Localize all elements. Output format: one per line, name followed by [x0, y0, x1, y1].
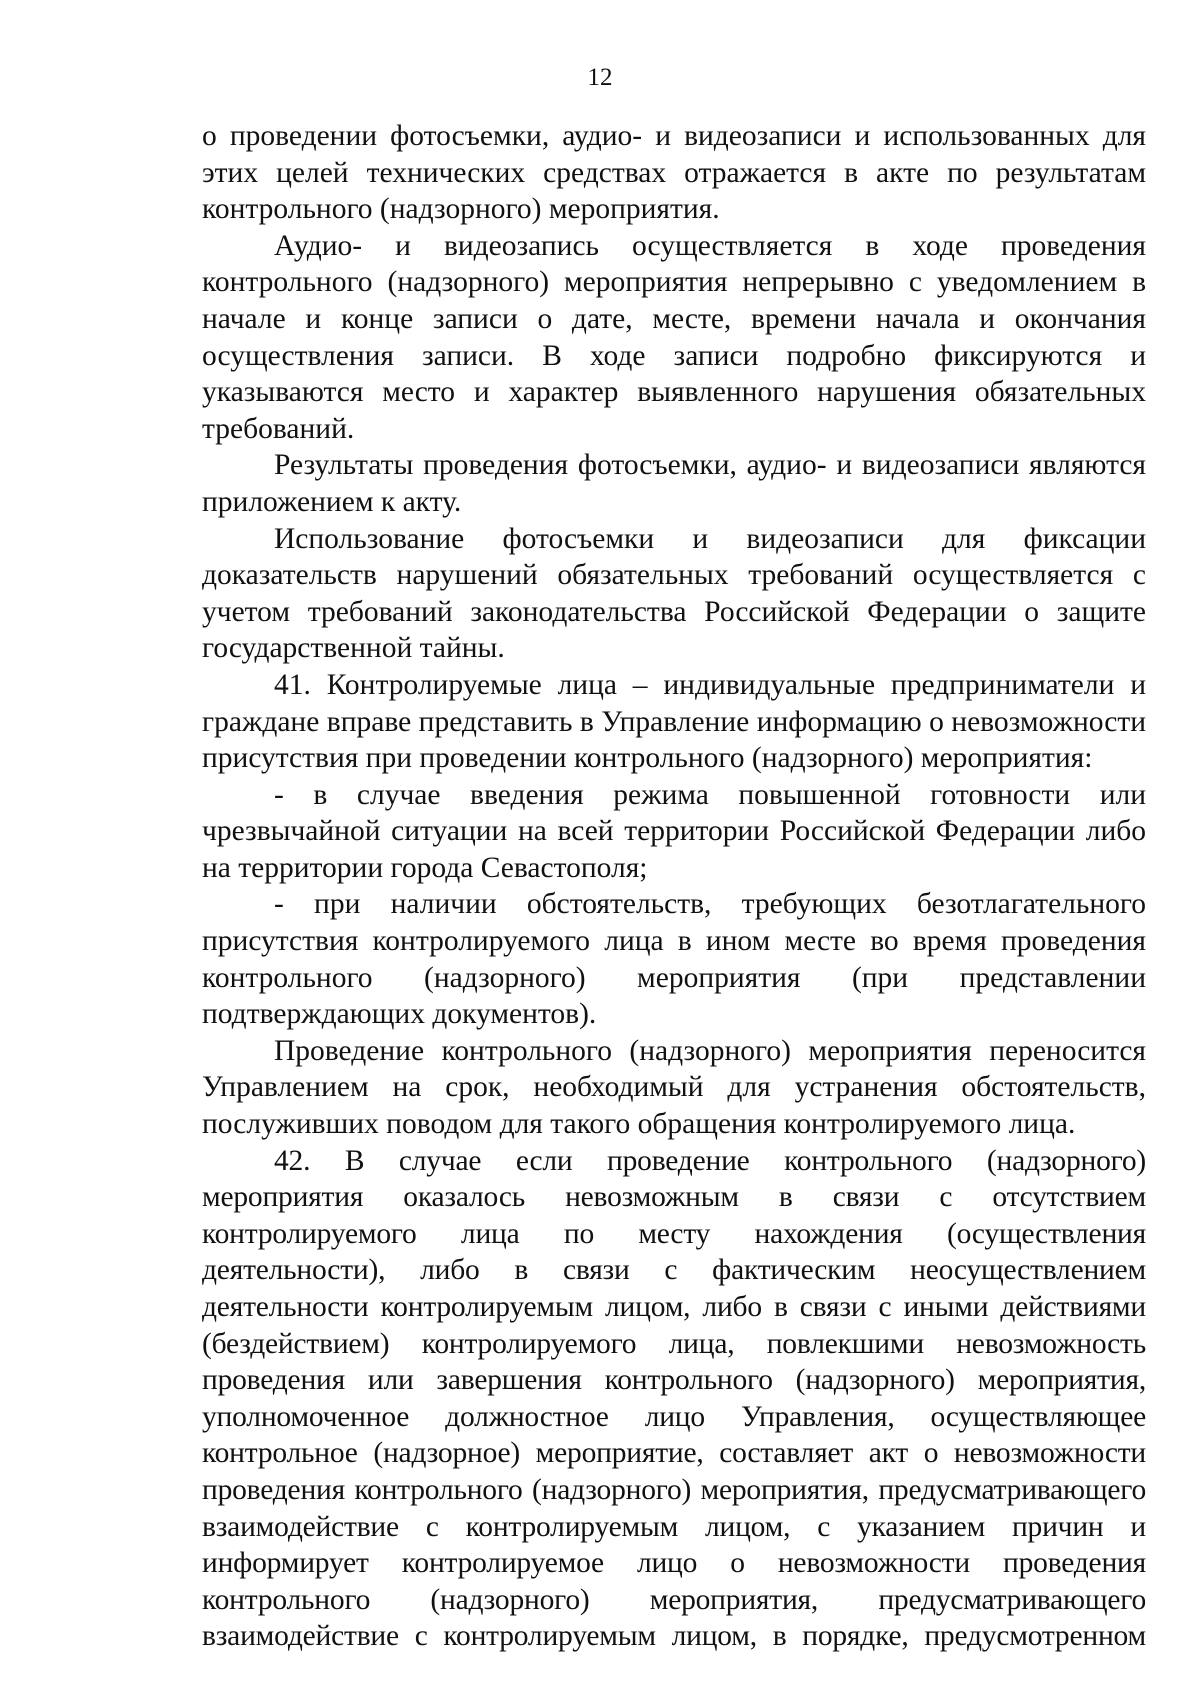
page-number: 12: [587, 64, 613, 91]
paragraph-item-41: 41. Контролируемые лица – индивидуальные предприниматели и граждане вправе представить в Управление информацию о невозможности присутствия при проведении контрольного (надзорного) мероприятия:: [202, 668, 1146, 775]
paragraph-postponement: Проведение контрольного (надзорного) мероприятия переносится Управлением на срок, необходимый для устранения обстоятельств, послуживших поводом для такого обращения контролируемого лица.: [202, 1034, 1146, 1141]
paragraph-state-secret: Использование фотосъемки и видеозаписи для фиксации доказательств нарушений обязательных требований осуществляется с учетом требований законодательства Российской Федерации о защите государственной тайны.: [202, 522, 1146, 665]
document-body: [202, 118, 1146, 1655]
paragraph-urgent-circumstances: - при наличии обстоятельств, требующих безотлагательного присутствия контролируемого лица в ином месте во время проведения контрольного (надзорного) мероприятия (при представлении подтверждающих документов).: [202, 888, 1146, 1031]
paragraph-photo-video-act: о проведении фотосъемки, аудио- и видеозаписи и использованных для этих целей технических средствах отражается в акте по результатам контрольного (надзорного) мероприятия.: [202, 120, 1146, 226]
paragraph-emergency-regime: - в случае введения режима повышенной готовности или чрезвычайной ситуации на всей территории Российской Федерации либо на территории города Севастополя;: [202, 778, 1146, 884]
paragraph-results-appendix: Результаты проведения фотосъемки, аудио- и видеозаписи являются приложением к акту.: [202, 449, 1146, 518]
paragraph-recording-procedure: Аудио- и видеозапись осуществляется в ходе проведения контрольного (надзорного) мероприятия непрерывно с уведомлением в начале и конце записи о дате, месте, времени начала и окончания осуществления записи. В ходе записи подробно фиксируются и указываются место и характер выявленного нарушения обязательных требований.: [202, 229, 1146, 445]
paragraph-item-42: 42. В случае если проведение контрольного (надзорного) мероприятия оказалось невозможным в связи с отсутствием контролируемого лица по месту нахождения (осуществления деятельности), либо в связи с фактическим неосуществлением деятельности контролируемым лицом, либо в связи с иными действиями (бездействием) контролируемого лица, повлекшими невозможность проведения или завершения контрольного (надзорного) мероприятия, уполномоченное должностное лицо Управления, осуществляющее контрольное (надзорное) мероприятие, составляет акт о невозможности проведения контрольного (надзорного) мероприятия, предусматривающего взаимодействие с контролируемым лицом, с указанием причин и информирует контролируемое лицо о невозможности проведения контрольного (надзорного) мероприятия, предусматривающего взаимодействие с контролируемым лицом, в порядке, предусмотренном: [202, 1144, 1146, 1653]
